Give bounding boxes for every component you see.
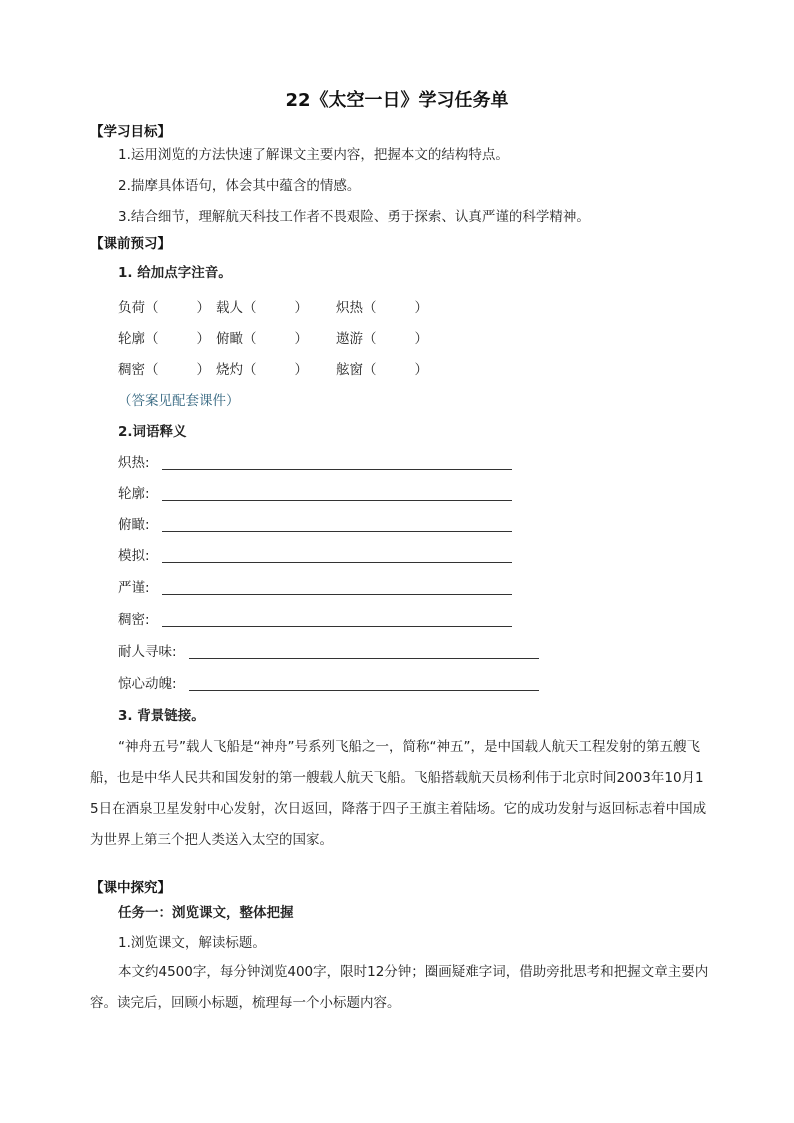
answer-note: （答案见配套课件） [118, 393, 240, 409]
vocab-label: 轮廓: [118, 486, 150, 502]
answer-line[interactable] [189, 658, 539, 659]
page-title: 22《太空一日》学习任务单 [285, 90, 509, 111]
answer-line[interactable] [162, 500, 512, 501]
answer-line[interactable] [189, 690, 539, 691]
vocab-label: 惊心动魄: [118, 676, 177, 692]
question-3-title: 3. 背景链接。 [118, 708, 205, 724]
vocab-label: 稠密: [118, 612, 150, 628]
goal-item: 3.结合细节，理解航天科技工作者不畏艰险、勇于探索、认真严谨的科学精神。 [118, 209, 590, 225]
section-heading-preview: 【课前预习】 [90, 236, 171, 252]
answer-line[interactable] [162, 626, 512, 627]
pinyin-item: 舷窗（ ） [336, 362, 428, 378]
question-1-title: 1. 给加点字注音。 [118, 265, 232, 281]
vocab-label: 严谨: [118, 580, 150, 596]
goal-item: 2.揣摩具体语句，体会其中蕴含的情感。 [118, 178, 361, 194]
pinyin-item: 炽热（ ） [336, 300, 428, 316]
task-1-step-1-text: 本文约4500字，每分钟浏览400字，限时12分钟；圈画疑难字词，借助旁批思考和把握文章主要内容。读完后，回顾小标题，梳理每一个小标题内容。 [90, 964, 709, 1011]
pinyin-item: 稠密（ ） [118, 362, 210, 378]
vocab-label: 炽热: [118, 455, 150, 471]
section-heading-goals: 【学习目标】 [90, 124, 171, 140]
pinyin-item: 俯瞰（ ） [216, 331, 308, 347]
goal-item: 1.运用浏览的方法快速了解课文主要内容，把握本文的结构特点。 [118, 147, 509, 163]
vocab-label: 俯瞰: [118, 517, 150, 533]
section-heading-inclass: 【课中探究】 [90, 880, 171, 896]
pinyin-item: 烧灼（ ） [216, 362, 308, 378]
pinyin-item: 负荷（ ） [118, 300, 210, 316]
answer-line[interactable] [162, 469, 512, 470]
pinyin-item: 轮廓（ ） [118, 331, 210, 347]
answer-line[interactable] [162, 594, 512, 595]
background-paragraph: “神舟五号”载人飞船是“神舟”号系列飞船之一，简称“神五”，是中国载人航天工程发射的第五艘飞船，也是中华人民共和国发射的第一艘载人航天飞船。飞船搭载航天员杨利伟于北京时间2003年10月15日在酒泉卫星发射中心发射，次日返回，降落于四子王旗主着陆场。它的成功发射与返回标志着中国成为世界上第三个把人类送入太空的国家。 [90, 739, 707, 848]
task-1-title: 任务一：浏览课文，整体把握 [118, 905, 294, 921]
task-1-step-1: 1.浏览课文，解读标题。 [118, 935, 266, 951]
pinyin-item: 载人（ ） [216, 300, 308, 316]
question-2-title: 2.词语释义 [118, 424, 187, 440]
vocab-label: 耐人寻味: [118, 644, 177, 660]
answer-line[interactable] [162, 562, 512, 563]
answer-line[interactable] [162, 531, 512, 532]
pinyin-item: 遨游（ ） [336, 331, 428, 347]
vocab-label: 模拟: [118, 548, 150, 564]
